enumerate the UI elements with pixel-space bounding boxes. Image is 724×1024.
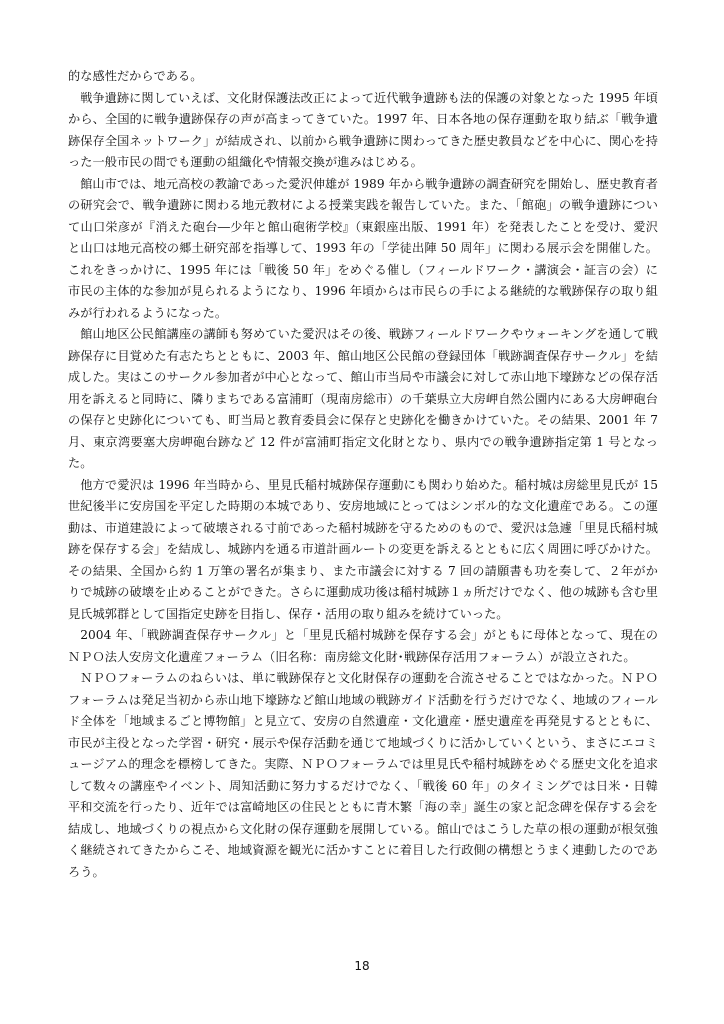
paragraph-war-heritage-network: 戦争遺跡に関していえば、文化財保護法改正によって近代戦争遺跡も法的保護の対象となった 1995 年頃から、全国的に戦争遺跡保存の声が高まってきていた。1997 年、日本各地の保存運動を取り結ぶ「戦争遺跡保存全国ネットワーク」が結成され、以前から戦争遺跡に関わってきた歴史教員などを中心に、関心を持った一般市民の間でも運動の組織化や情報交換が進みはじめる。 — [68, 90, 658, 169]
page-number: 18 — [354, 959, 370, 973]
paragraph-preservation-circle: 館山地区公民館講座の講師も努めていた愛沢はその後、戦跡フィールドワークやウォーキングを通して戦跡保存に目覚めた有志たちとともに、2003 年、館山地区公民館の登録団体「戦跡調査保存サークル」を結成した。実はこのサークル参加者が中心となって、館山市当局や市議会に対して赤山地下壕跡などの保存活用を訴えると同時に、隣りまちである富浦町（現南房総市）の千葉県立大房岬自然公園内にある大房岬砲台の保存と史跡化についても、町当局と教育委員会に保存と史跡化を働きかけていた。その結果、2001 年 7 月、東京湾要塞大房岬砲台跡など 12 件が富浦町指定文化財となり、県内での戦争遺跡指定第 1 号となった。 — [68, 327, 658, 470]
paragraph-npo-founding: 2004 年、「戦跡調査保存サークル」と「里見氏稲村城跡を保存する会」がともに母体となって、現在のＮＰＯ法人安房文化遺産フォーラム（旧名称：南房総文化財･戦跡保存活用フォーラム）が設立された。 — [68, 628, 658, 664]
paragraph-tateyama-research: 館山市では、地元高校の教諭であった愛沢伸雄が 1989 年から戦争遺跡の調査研究を開始し、歴史教育者の研究会で、戦争遺跡に関わる地元教材による授業実践を報告していた。また、「館砲」の戦争遺跡について山口栄彦が『消えた砲台―少年と館山砲術学校』（東銀座出版、1991 年）を発表したことを受け、愛沢と山口は地元高校の郷土研究部を指導して、1993 年の「学徒出陣 50 周年」に関わる展示会を開催した。これをきっかけに、1995 年には「戦後 50 年」をめぐる催し（フィールドワーク・講演会・証言の会）に市民の主体的な参加が見られるようになり、1996 年頃からは市民らの手による継続的な戦跡保存の取り組みが行われるようになった。 — [68, 176, 658, 320]
paragraph-npo-aims: ＮＰＯフォーラムのねらいは、単に戦跡保存と文化財保存の運動を合流させることではなかった。ＮＰＯフォーラムは発足当初から赤山地下壕跡など館山地域の戦跡ガイド活動を行うだけでなく、地域のフィールド全体を「地域まるごと博物館」と見立て、安房の自然遺産・文化遺産・歴史遺産を再発見するとともに、市民が主役となった学習・研究・展示や保存活動を通じて地域づくりに活かしていくという、まさにエコミュージアム的理念を標榜してきた。実際、ＮＰＯフォーラムでは里見氏や稲村城跡をめぐる歴史文化を追求して数々の講座やイベント、周知活動に努力するだけでなく、「戦後 60 年」のタイミングでは日米・日韓平和交流を行ったり、近年では富崎地区の住民とともに青木繁「海の幸」誕生の家と記念碑を保存する会を結成し、地域づくりの視点から文化財の保存運動を展開している。館山ではこうした草の根の運動が根気強く継続されてきたからこそ、地域資源を観光に活かすことに着目した行政側の構想とうまく連動したのであろう。 — [68, 671, 658, 879]
paragraph-inamura-castle: 他方で愛沢は 1996 年当時から、里見氏稲村城跡保存運動にも関わり始めた。稲村城は房総里見氏が 15 世紀後半に安房国を平定した時期の本城であり、安房地域にとってはシンボル的な文化遺産である。この運動は、市道建設によって破壊される寸前であった稲村城跡を守るためのもので、愛沢は急遽「里見氏稲村城跡を保存する会」を結成し、城跡内を通る市道計画ルートの変更を訴えるとともに広く周囲に呼びかけた。その結果、全国から約 1 万筆の署名が集まり、また市議会に対する 7 回の請願書も功を奏して、２年がかりで城跡の破壊を止めることができた。さらに運動成功後は稲村城跡１ヵ所だけでなく、他の城跡も含む里見氏城郭群として国指定史跡を目指し、保存・活用の取り組みを続けていった。 — [68, 477, 658, 621]
paragraph-continuation: 的な感性だからである。 — [68, 69, 203, 83]
document-body — [68, 66, 658, 883]
